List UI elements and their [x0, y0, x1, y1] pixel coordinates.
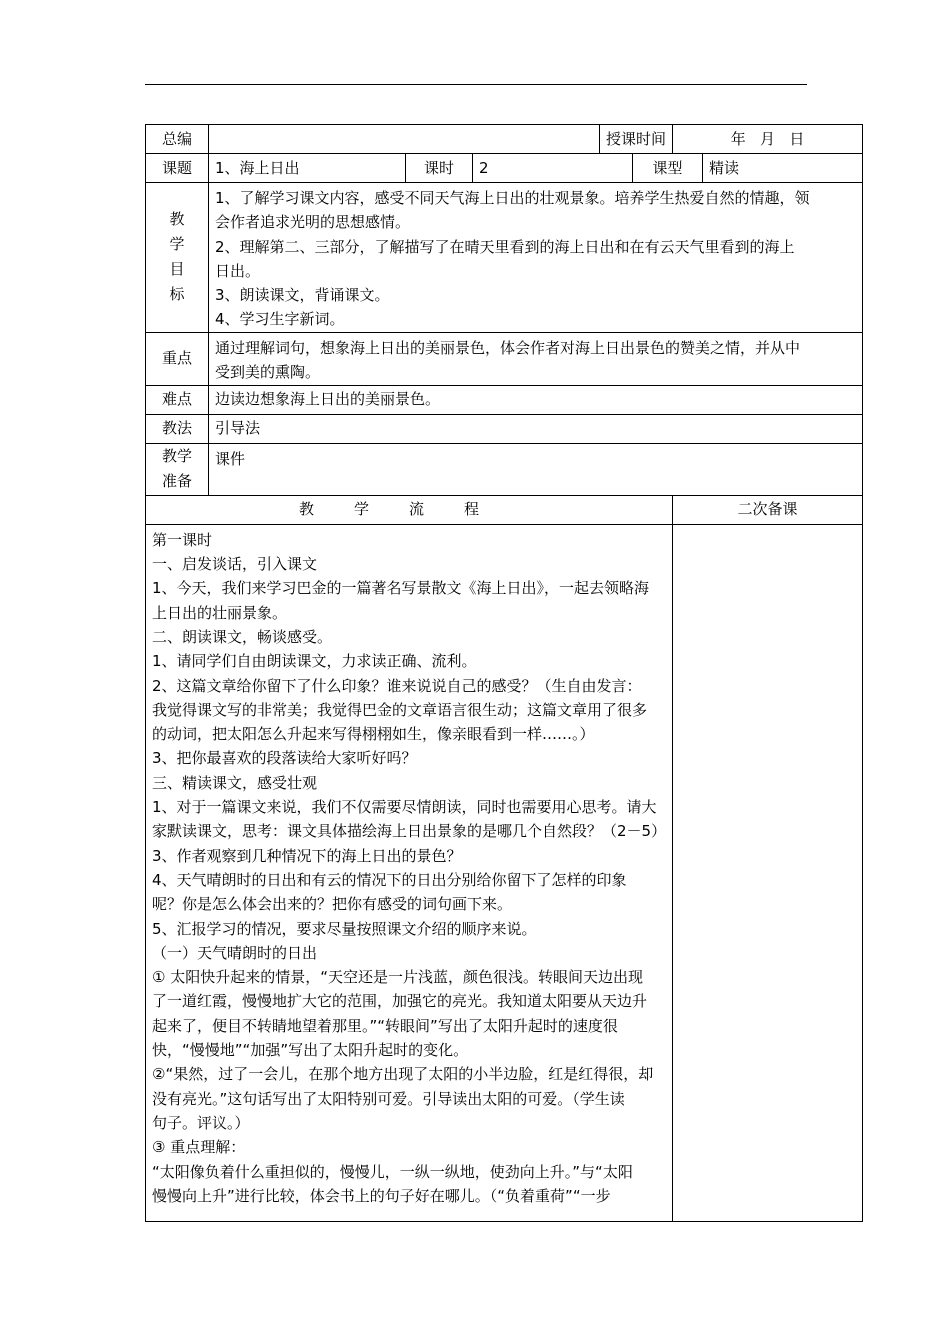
key-point-content [209, 332, 863, 385]
row-prep [146, 443, 863, 495]
flow-line: 5、汇报学习的情况，要求尽量按照课文介绍的顺序来说。 [152, 919, 537, 938]
flow-line: 三、精读课文，感受壮观 [152, 773, 318, 792]
flow-line: （一）天气晴朗时的日出 [152, 943, 318, 962]
prep-label-line: 教学 [161, 447, 192, 466]
flow-line: 上日出的壮丽景象。 [152, 603, 288, 622]
method-label: 教法 [146, 414, 209, 443]
flow-title: 教学流程 [146, 495, 673, 524]
key-point-label: 重点 [146, 332, 209, 385]
flow-line: 家默读课文，思考：课文具体描绘海上日出景象的是哪几个自然段？（2－5） [152, 822, 667, 841]
flow-line: 1、今天，我们来学习巴金的一篇著名写景散文《海上日出》，一起去领略海 [152, 579, 650, 598]
flow-line: 2、这篇文章给你留下了什么印象？谁来说说自己的感受？（生自由发言： [152, 676, 642, 695]
flow-line: 1、请同学们自由朗读课文，力求读正确、流利。 [152, 652, 477, 671]
prep-label-line: 准备 [161, 472, 192, 491]
zongbian-value [209, 125, 600, 154]
flow-content [146, 524, 673, 1221]
difficulty-text: 边读边想象海上日出的美丽景色。 [209, 385, 863, 414]
prep-text: 课件 [209, 443, 863, 495]
type-value: 精读 [703, 154, 863, 183]
flow-line: 二、朗读课文，畅谈感受。 [152, 627, 333, 646]
key-point-line: 通过理解词句，想象海上日出的美丽景色，体会作者对海上日出景色的赞美之情，并从中 [215, 338, 801, 357]
row-key-point [146, 332, 863, 385]
topic-label: 课题 [146, 154, 209, 183]
second-prep-content [673, 524, 863, 1221]
type-label: 课型 [633, 154, 703, 183]
second-prep-label: 二次备课 [673, 495, 863, 524]
lesson-plan-table [145, 124, 863, 1222]
row-zongbian [146, 125, 863, 154]
difficulty-label: 难点 [146, 385, 209, 414]
flow-line: ① 太阳快升起来的情景，“天空还是一片浅蓝，颜色很浅。转眼间天边出现 [152, 968, 643, 987]
row-flow-header [146, 495, 863, 524]
flow-line: 3、作者观察到几种情况下的海上日出的景色？ [152, 846, 462, 865]
row-goals [146, 183, 863, 333]
topic-value: 1、海上日出 [209, 154, 406, 183]
flow-line: 起来了，便目不转睛地望着那里。”“转眼间”写出了太阳升起时的速度很 [152, 1016, 618, 1035]
goals-line: 1、了解学习课文内容，感受不同天气海上日出的壮观景象。培养学生热爱自然的情趣，领 [215, 189, 810, 207]
prep-label [146, 443, 209, 495]
flow-line: 我觉得课文写的非常美；我觉得巴金的文章语言很生动；这篇文章用了很多 [152, 700, 648, 719]
flow-line: 3、把你最喜欢的段落读给大家听好吗？ [152, 749, 417, 768]
goals-line: 会作者追求光明的思想感情。 [215, 213, 411, 232]
flow-line: 1、对于一篇课文来说，我们不仅需要尽情朗读，同时也需要用心思考。请大 [152, 798, 657, 817]
flow-line: 没有亮光。”这句话写出了太阳特别可爱。引导读出太阳的可爱。（学生读 [152, 1089, 625, 1108]
row-difficulty [146, 385, 863, 414]
teach-date: 年 月 日 [673, 125, 863, 154]
row-topic [146, 154, 863, 183]
goals-label-char: 学 [169, 235, 185, 254]
flow-line: 句子。评议。） [152, 1113, 250, 1132]
goals-label-char: 教 [169, 210, 185, 229]
flow-line: 呢？你是怎么体会出来的？把你有感受的词句画下来。 [152, 895, 513, 914]
method-text: 引导法 [209, 414, 863, 443]
flow-line: ②“果然，过了一会儿，在那个地方出现了太阳的小半边脸，红是红得很，却 [152, 1065, 654, 1084]
flow-line: 慢慢向上升”进行比较，体会书上的句子好在哪儿。（“负着重荷”“一步 [152, 1186, 611, 1205]
flow-line: 快，“慢慢地”“加强”写出了太阳升起时的变化。 [152, 1041, 469, 1060]
row-flow [146, 524, 863, 1221]
goals-line: 4、学习生字新词。 [215, 310, 345, 329]
flow-line: 的动词，把太阳怎么升起来写得栩栩如生，像亲眼看到一样……。） [152, 725, 595, 744]
flow-line: 4、天气晴朗时的日出和有云的情况下的日出分别给你留下了怎样的印象 [152, 870, 627, 889]
zongbian-label: 总编 [146, 125, 209, 154]
row-method [146, 414, 863, 443]
period-value: 2 [473, 154, 633, 183]
goals-label-char: 标 [169, 285, 185, 304]
goals-line: 2、理解第二、三部分，了解描写了在晴天里看到的海上日出和在有云天气里看到的海上 [215, 237, 795, 256]
period-label: 课时 [406, 154, 473, 183]
header-rule [145, 84, 807, 85]
flow-line: 了一道红霞，慢慢地扩大它的范围，加强它的亮光。我知道太阳要从天边升 [152, 992, 648, 1011]
goals-line: 日出。 [215, 261, 261, 280]
key-point-line: 受到美的熏陶。 [215, 363, 321, 382]
goals-content [209, 183, 863, 333]
flow-line: “太阳像负着什么重担似的，慢慢儿，一纵一纵地，使劲向上升。”与“太阳 [152, 1162, 633, 1181]
teach-time-label: 授课时间 [600, 125, 673, 154]
flow-line: 一、启发谈话，引入课文 [152, 555, 318, 574]
goals-label-char: 目 [169, 260, 185, 279]
goals-line: 3、朗读课文，背诵课文。 [215, 286, 390, 305]
flow-line: ③ 重点理解： [152, 1138, 246, 1157]
flow-line: 第一课时 [152, 530, 213, 549]
goals-label [146, 183, 209, 333]
